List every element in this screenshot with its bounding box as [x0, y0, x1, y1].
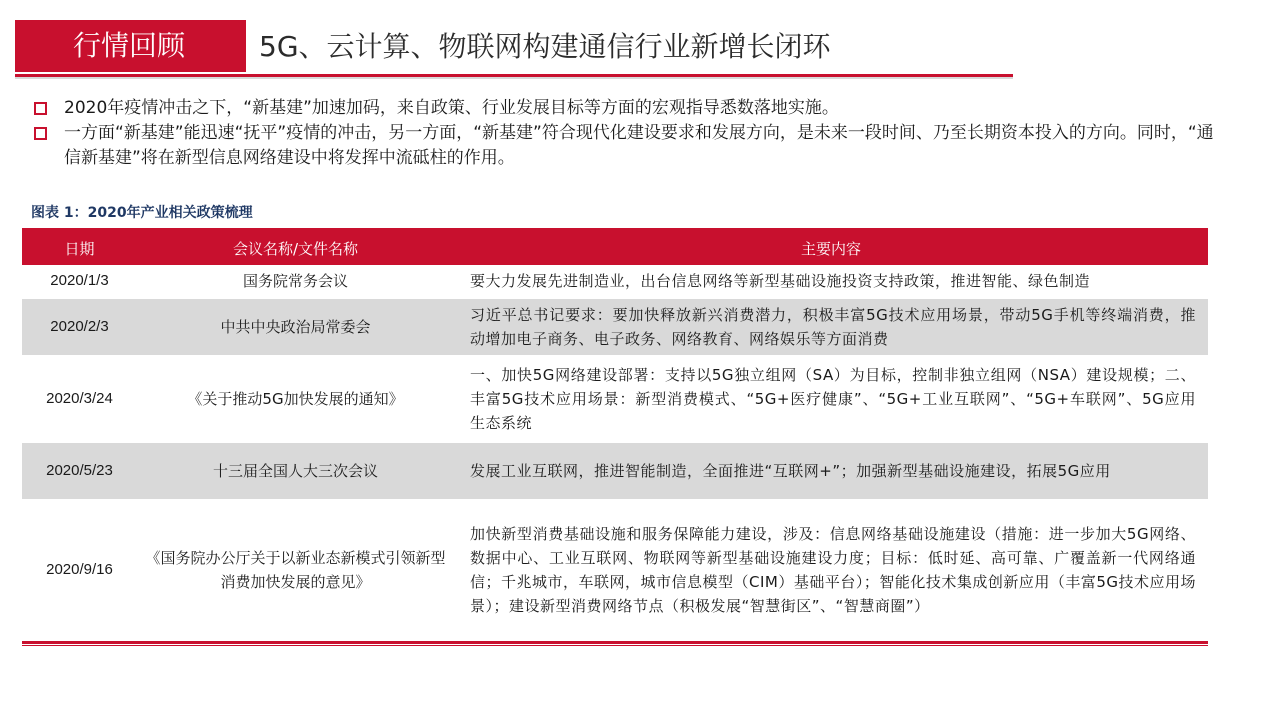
- header-divider: [15, 74, 1013, 79]
- square-bullet-icon: [34, 127, 47, 140]
- cell-name: 《国务院办公厅关于以新业态新模式引领新型消费加快发展的意见》: [137, 500, 454, 640]
- cell-name: 《关于推动5G加快发展的通知》: [137, 356, 454, 442]
- bullet-item: [32, 121, 1222, 171]
- cell-date: 2020/9/16: [22, 500, 137, 640]
- bullet-text: 一方面“新基建”能迅速“抚平”疫情的冲击，另一方面，“新基建”符合现代化建设要求和发展方向，是未来一段时间、乃至长期资本投入的方向。同时，“通信新基建”将在新型信息网络建设中将发挥中流砥柱的作用。: [64, 123, 1214, 168]
- cell-content: 加快新型消费基础设施和服务保障能力建设，涉及：信息网络基础设施建设（措施：进一步加大5G网络、数据中心、工业互联网、物联网等新型基础设施建设力度；目标：低时延、高可靠、广覆盖新一代网络通信；千兆城市，车联网，城市信息模型（CIM）基础平台）；智能化技术集成创新应用（丰富5G技术应用场景）；建设新型消费网络节点（积极发展“智慧街区”、“智慧商圈”）: [454, 500, 1208, 640]
- cell-content: 要大力发展先进制造业，出台信息网络等新型基础设施投资支持政策，推进智能、绿色制造: [454, 265, 1208, 298]
- table-header-row: [22, 231, 1208, 265]
- column-header-name: 会议名称/文件名称: [137, 231, 454, 265]
- table-row: [22, 298, 1208, 356]
- cell-date: 2020/2/3: [22, 298, 137, 356]
- cell-date: 2020/1/3: [22, 265, 137, 298]
- table-row: [22, 265, 1208, 298]
- table-row: [22, 442, 1208, 500]
- section-tag: 行情回顾: [15, 20, 246, 72]
- bullet-item: [32, 96, 1222, 121]
- cell-name: 中共中央政治局常委会: [137, 298, 454, 356]
- table-caption: 图表 1：2020年产业相关政策梳理: [31, 205, 253, 221]
- square-bullet-icon: [34, 102, 47, 115]
- cell-content: 一、加快5G网络建设部署：支持以5G独立组网（SA）为目标，控制非独立组网（NSA）建设规模；二、丰富5G技术应用场景：新型消费模式、“5G+医疗健康”、“5G+工业互联网”、“5G+车联网”、5G应用生态系统: [454, 356, 1208, 442]
- column-header-content: 主要内容: [454, 231, 1208, 265]
- cell-name: 国务院常务会议: [137, 265, 454, 298]
- policy-table: [22, 228, 1208, 646]
- cell-content: 发展工业互联网，推进智能制造，全面推进“互联网+”；加强新型基础设施建设，拓展5G应用: [454, 442, 1208, 500]
- bullet-text: 2020年疫情冲击之下，“新基建”加速加码，来自政策、行业发展目标等方面的宏观指导悉数落地实施。: [64, 98, 839, 118]
- table-row: [22, 500, 1208, 640]
- cell-date: 2020/5/23: [22, 442, 137, 500]
- cell-date: 2020/3/24: [22, 356, 137, 442]
- table-bottom-rule: [22, 641, 1208, 646]
- page-title: 5G、云计算、物联网构建通信行业新增长闭环: [259, 30, 831, 63]
- table-row: [22, 356, 1208, 442]
- bullet-list: [32, 96, 1222, 171]
- cell-content: 习近平总书记要求：要加快释放新兴消费潜力，积极丰富5G技术应用场景，带动5G手机等终端消费，推动增加电子商务、电子政务、网络教育、网络娱乐等方面消费: [454, 298, 1208, 356]
- cell-name: 十三届全国人大三次会议: [137, 442, 454, 500]
- column-header-date: 日期: [22, 231, 137, 265]
